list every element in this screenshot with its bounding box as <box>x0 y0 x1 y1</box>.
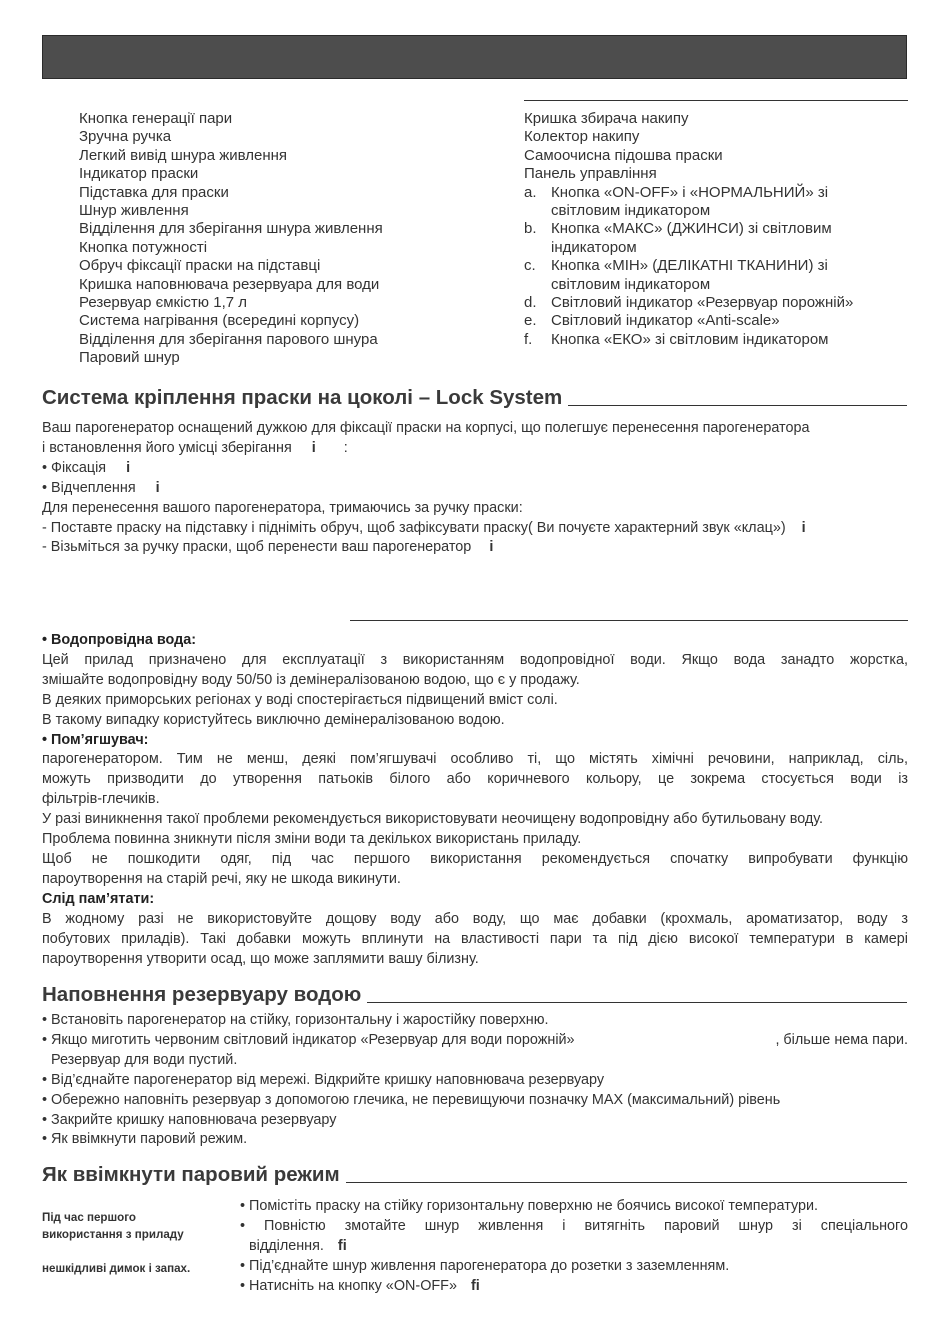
figure-ref-icon: fi <box>470 1277 480 1294</box>
heading-rule <box>568 405 907 406</box>
note-heading: Слід пам’ятати: <box>42 890 155 907</box>
item-text: Кнопка «МАКС» (ДЖИНСИ) зі світловим індикатором <box>551 220 832 256</box>
lock-system-heading <box>42 386 907 410</box>
part-item: Легкий вивід шнура живлення <box>79 146 288 164</box>
item-text: Світловий індикатор «Резервуар порожній» <box>551 294 854 312</box>
text-line: • Фіксація i <box>42 459 131 476</box>
text-line: • Натисніть на кнопку «ON-OFF» fi <box>240 1277 480 1294</box>
text-line: Проблема повинна зникнути після зміни води та декількох використань приладу. <box>42 831 582 848</box>
text-line: фільтрів-глечиків. <box>42 791 160 808</box>
text-line: В такому випадку користуйтесь виключно демінералізованою водою. <box>42 711 505 728</box>
header-bar <box>42 35 907 79</box>
part-item: Шнур живлення <box>79 202 189 220</box>
item-text: Кнопка «ON-OFF» і «НОРМАЛЬНИЙ» зі світловим індикатором <box>551 183 829 220</box>
section-rule <box>350 620 908 621</box>
control-panel-item <box>524 331 853 349</box>
text-line: Резервуар для води пустий. <box>51 1051 238 1068</box>
part-item: Панель управління <box>524 165 657 183</box>
text-line: Щоб не пошкодити одяг, під час першого використання рекомендується спочатку випробувати функцію <box>42 850 908 867</box>
first-use-note <box>42 1209 232 1277</box>
text-line: Ваш парогенератор оснащений дужкою для фіксації праски на корпусі, що полегшує перенесення парогенератора <box>42 420 810 436</box>
note-line: Під час першого <box>42 1211 137 1224</box>
part-item: Кнопка генерації пари <box>79 110 233 127</box>
control-panel-item <box>524 184 853 221</box>
text-line: • Помістіть праску на стійку горизонтальну поверхню не боячись високої температури. <box>240 1198 819 1214</box>
heading-rule <box>346 1182 907 1183</box>
text-line: У разі виникнення такої проблеми рекомендується використовувати неочищену водопровідну або бутильовану воду. <box>42 811 824 828</box>
item-letter: e. <box>524 312 537 330</box>
parts-list-left <box>79 110 383 368</box>
note-line: використання з приладу <box>42 1228 184 1241</box>
part-item: Підставка для праски <box>79 183 229 201</box>
header-rule <box>524 100 908 101</box>
text-line: • Як ввімкнути паровий режим. <box>42 1131 248 1148</box>
control-panel-item <box>524 220 853 257</box>
text-line: • Встановіть парогенератор на стійку, горизонтальну і жаростійку поверхню. <box>42 1012 549 1028</box>
text-line: В деяких приморських регіонах у воді спостерігається підвищений вміст солі. <box>42 691 558 708</box>
steam-mode-heading <box>42 1163 907 1187</box>
section-title: Як ввімкнути паровий режим <box>42 1163 340 1186</box>
text-line: • Обережно наповніть резервуар з допомогою глечика, не перевищуючи позначку MAX (максимальний) рівень <box>42 1091 781 1108</box>
item-text: Світловий індикатор «Anti-scale» <box>551 312 780 330</box>
figure-ref-icon: fi <box>337 1237 347 1254</box>
control-panel-item <box>524 294 853 312</box>
item-letter: a. <box>524 183 537 201</box>
part-item: Індикатор праски <box>79 165 199 183</box>
text-line: - Поставте праску на підставку і підніміть обруч, щоб зафіксувати праску( Ви почуєте характерний звук «клац») i <box>42 519 806 536</box>
part-item: Самоочисна підошва праски <box>524 146 723 164</box>
figure-ref-icon: i <box>126 459 131 476</box>
text-line: побутових приладів). Такі добавки можуть вплинути на властивості пари та під дією високої температури в камері <box>42 930 908 947</box>
text-line: пароутворення на старій речі, яку не шкода викинути. <box>42 870 401 887</box>
text-line: • Під’єднайте шнур живлення парогенератора до розетки з заземленням. <box>240 1257 730 1274</box>
fill-reservoir-heading <box>42 983 907 1007</box>
text-line: • Якщо миготить червоним світловий індикатор «Резервуар для води порожній» , більше нема пари. <box>42 1031 908 1048</box>
text-line: відділення. fi <box>249 1237 347 1254</box>
control-panel-item <box>524 257 853 294</box>
section-title: Система кріплення праски на цоколі – Lock System <box>42 386 563 409</box>
part-item: Паровий шнур <box>79 349 180 367</box>
lock-system-text <box>42 419 908 558</box>
text-line: - Візьміться за ручку праски, щоб перенести ваш парогенератор i <box>42 539 494 556</box>
part-item: Зручна ручка <box>79 128 172 146</box>
control-panel-item <box>524 312 853 330</box>
parts-list-right <box>524 110 853 349</box>
text-line: пароутворення утворити осад, що може заплямити вашу білизну. <box>42 950 479 967</box>
item-text: Кнопка «МІН» (ДЕЛІКАТНІ ТКАНИНИ) зі світловим індикатором <box>551 257 828 293</box>
item-letter: b. <box>524 220 537 238</box>
water-section <box>42 631 908 969</box>
text-line: • Повністю змотайте шнур живлення і витягніть паровий шнур зі спеціального <box>240 1217 908 1234</box>
tap-water-heading: • Водопровідна вода: <box>42 632 197 648</box>
text-line: можуть призводити до утворення патьоків білого або коричневого кольору, це зокрема стосується води із <box>42 771 908 788</box>
figure-ref-icon: i <box>801 519 806 536</box>
steam-mode-steps <box>240 1197 908 1297</box>
part-item: Кнопка потужності <box>79 238 208 256</box>
part-item: Резервуар ємкістю 1,7 л <box>79 294 247 312</box>
part-item: Колектор накипу <box>524 128 640 146</box>
text-line: парогенератором. Тим не менш, деякі пом’ягшувачі особливо ті, що містять хімічні речовини, наприклад, сіль, <box>42 751 908 768</box>
text-line: Цей прилад призначено для експлуатації з використанням водопровідної води. Якщо вода занадто жорстка, <box>42 651 908 668</box>
text-line: Для перенесення вашого парогенератора, тримаючись за ручку праски: <box>42 499 523 516</box>
part-item: Кришка наповнювача резервуара для води <box>79 275 380 293</box>
item-letter: f. <box>524 330 533 348</box>
text-line: і встановлення його умісці зберігання i : <box>42 439 348 456</box>
item-letter: c. <box>524 257 536 275</box>
text-line: В жодному разі не використовуйте дощову воду або воду, що має добавки (крохмаль, ароматизатор, воду з <box>42 910 908 927</box>
figure-ref-icon: i <box>489 539 494 556</box>
text-line: змішайте водопровідну воду 50/50 із демінералізованою водою, що є у продажу. <box>42 671 580 688</box>
text-line: • Закрийте кришку наповнювача резервуару <box>42 1111 337 1128</box>
text-line: • Від’єднайте парогенератор від мережі. Відкрийте кришку наповнювача резервуару <box>42 1071 605 1088</box>
section-title: Наповнення резервуару водою <box>42 983 362 1006</box>
heading-rule <box>367 1002 907 1003</box>
softener-heading: • Пом’ягшувач: <box>42 731 149 748</box>
figure-ref-icon: i <box>311 439 316 456</box>
text-line: • Відчеплення i <box>42 479 160 496</box>
figure-ref-icon: i <box>155 479 160 496</box>
part-item: Обруч фіксації праски на підставці <box>79 257 321 275</box>
part-item: Кришка збирача накипу <box>524 110 689 127</box>
fill-reservoir-text <box>42 1011 908 1150</box>
part-item: Система нагрівання (всередині корпусу) <box>79 312 360 330</box>
part-item: Відділення для зберігання парового шнура <box>79 330 378 348</box>
note-line: нешкідливі димок і запах. <box>42 1262 191 1275</box>
item-text: Кнопка «ЕКО» зі світловим індикатором <box>551 330 829 348</box>
item-letter: d. <box>524 294 537 312</box>
part-item: Відділення для зберігання шнура живлення <box>79 220 383 238</box>
